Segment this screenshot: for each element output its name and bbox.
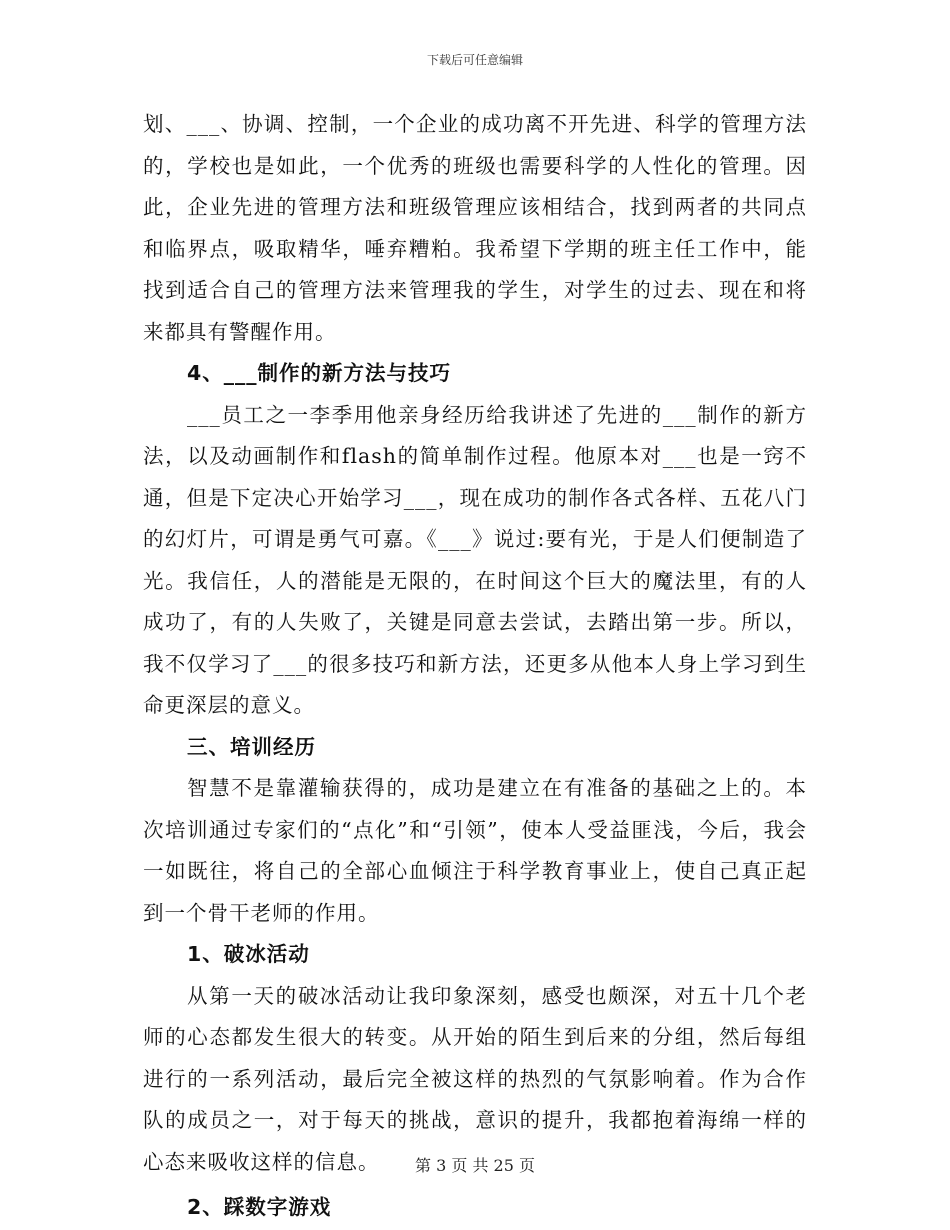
paragraph-training-experience: 智慧不是靠灌输获得的，成功是建立在有准备的基础之上的。本次培训通过专家们的“点化”和“引领”，使本人受益匪浅，今后，我会一如既往，将自己的全部心血倾注于科学教育事业上，使自己真正起到一个骨干老师的作用。 <box>143 776 807 925</box>
paragraph-icebreaker: 从第一天的破冰活动让我印象深刻，感受也颇深，对五十几个老师的心态都发生很大的转变。从开始的陌生到后来的分组，然后每组进行的一系列活动，最后完全被这样的热烈的气氛影响着。作为合作队的成员之一，对于每天的挑战，意识的提升，我都抱着海绵一样的心态来吸收这样的信息。 <box>143 983 807 1174</box>
heading-new-methods: 4、___制作的新方法与技巧 <box>187 361 452 385</box>
page-header: 下载后可任意编辑 <box>426 53 523 67</box>
paragraph-new-methods: ___员工之一李季用他亲身经历给我讲述了先进的___制作的新方法，以及动画制作和flash的简单制作过程。他原本对___也是一窍不通，但是下定决心开始学习___，现在成功的制作各式各样、五花八门的幻灯片，可谓是勇气可嘉。《___》说过:要有光，于是人们便制造了光。我信任，人的潜能是无限的，在时间这个巨大的魔法里，有的人成功了，有的人失败了，关键是同意去尝试，去踏出第一步。所以，我不仅学习了___的很多技巧和新方法，还更多从他本人身上学习到生命更深层的意义。 <box>143 402 807 717</box>
heading-training-experience: 三、培训经历 <box>187 734 316 759</box>
heading-icebreaker: 1、破冰活动 <box>187 942 310 966</box>
document-body <box>143 104 807 1229</box>
page-footer: 第 3 页 共 25 页 <box>415 1156 535 1175</box>
paragraph-management: 划、___、协调、控制，一个企业的成功离不开先进、科学的管理方法的，学校也是如此，一个优秀的班级也需要科学的人性化的管理。因此，企业先进的管理方法和班级管理应该相结合，找到两者的共同点和临界点，吸取精华，唾弃糟粕。我希望下学期的班主任工作中，能找到适合自己的管理方法来管理我的学生，对学生的过去、现在和将来都具有警醒作用。 <box>143 112 807 344</box>
heading-number-game: 2、踩数字游戏 <box>187 1195 332 1219</box>
